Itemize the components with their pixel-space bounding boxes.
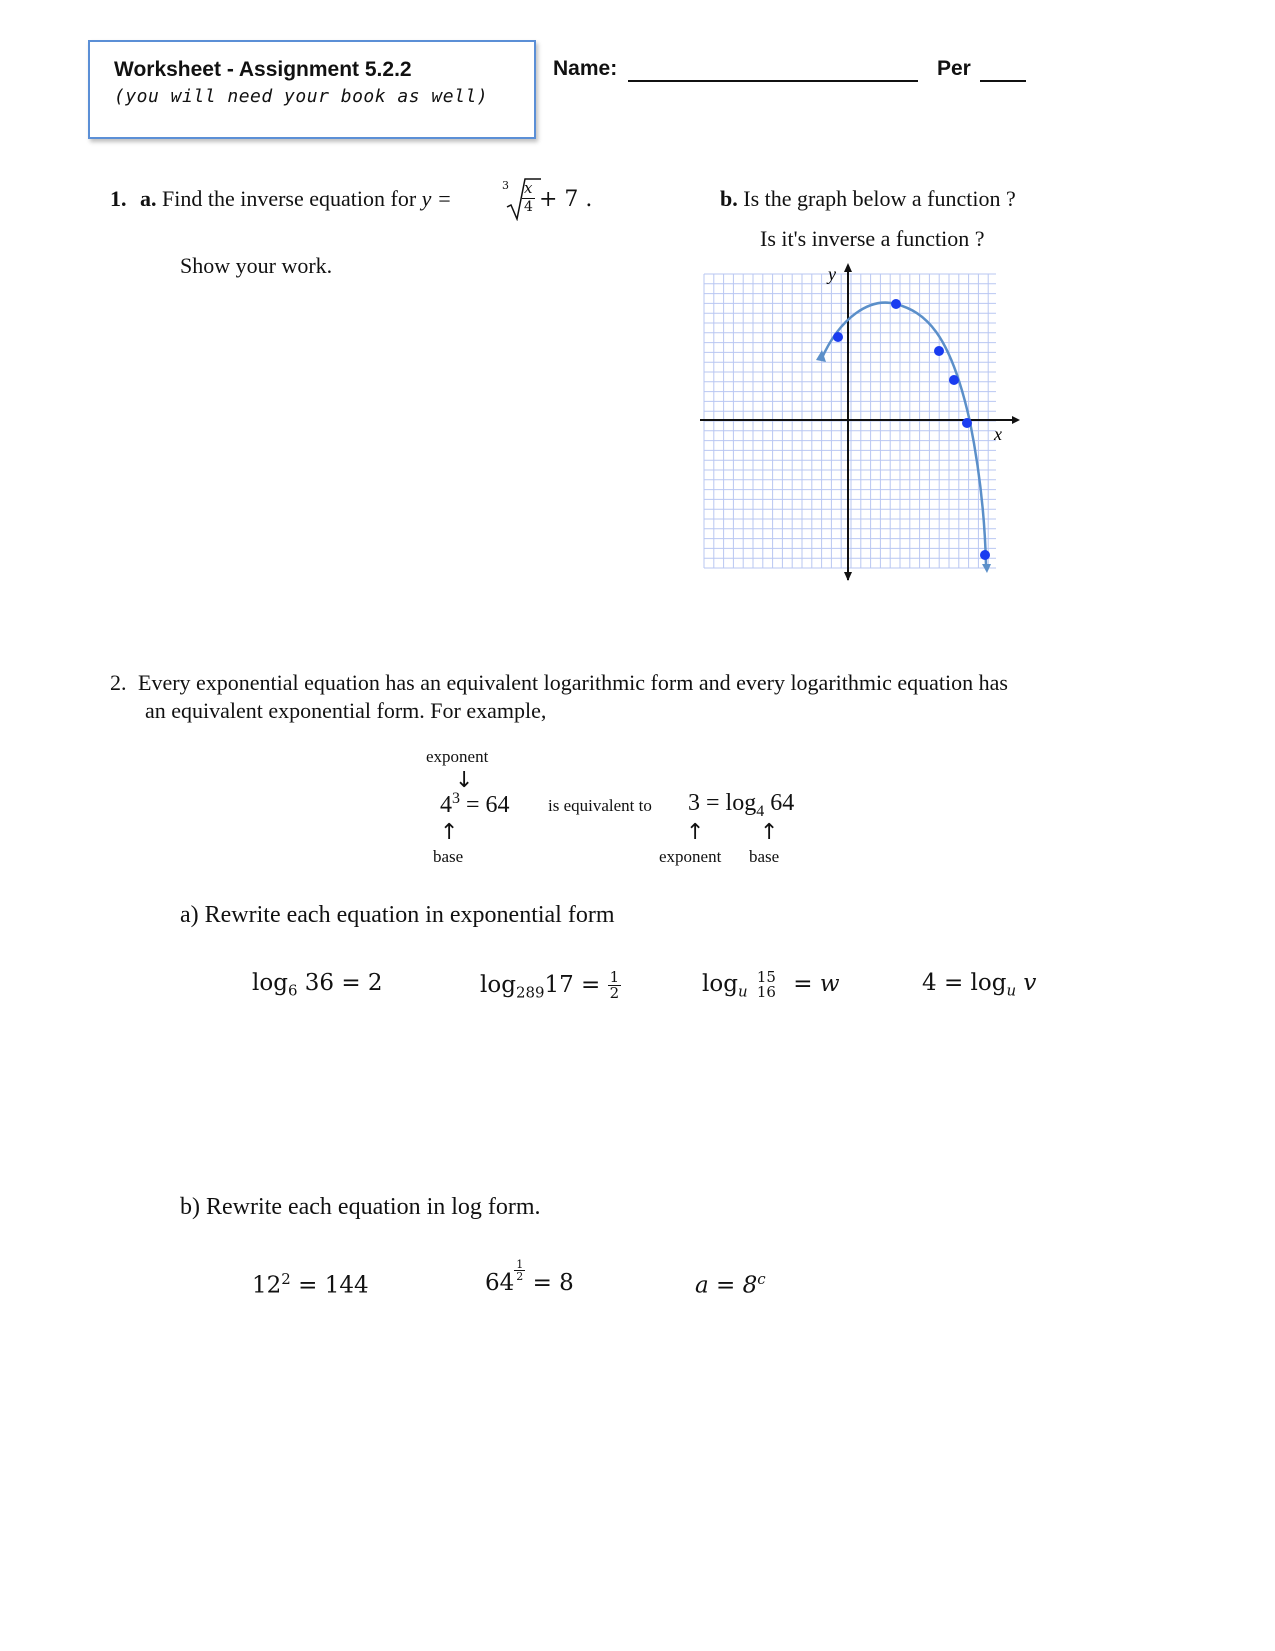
part-b-heading: b) Rewrite each equation in log form. xyxy=(180,1194,541,1220)
eq2-equals: = xyxy=(581,971,601,998)
example-equivalent-text: is equivalent to xyxy=(548,796,652,815)
q1b-question1: Is the graph below a function ? xyxy=(743,186,1016,211)
root-rest: + 7 . xyxy=(539,187,593,212)
worksheet-subtitle: (you will need your book as well) xyxy=(114,86,489,107)
part-a-eq4 xyxy=(922,970,1036,1000)
b-eq2-exp-num: 1 xyxy=(516,1257,524,1271)
example-exp-num: 3 xyxy=(452,790,460,807)
eq4-arg: v xyxy=(1023,970,1037,996)
eq4-base: u xyxy=(1006,981,1017,1000)
q1a-line xyxy=(110,186,452,212)
graph-point xyxy=(934,346,944,356)
q1a-lhs: y = xyxy=(421,186,452,211)
b-eq1-exp: 2 xyxy=(281,1270,291,1288)
per-label: Per xyxy=(937,57,971,80)
eq3-den: 16 xyxy=(756,983,776,1001)
eq2-arg: 17 xyxy=(544,971,574,998)
show-work-text: Show your work. xyxy=(180,253,333,278)
up-arrow-icon: ↑ xyxy=(760,820,779,845)
part-b-eq1 xyxy=(252,1270,369,1299)
eq3-base: u xyxy=(737,982,748,1001)
b-eq2-exp-den: 2 xyxy=(516,1269,524,1283)
example-exponent-label: exponent xyxy=(426,747,489,766)
curve-line xyxy=(821,303,986,565)
part-a-eq3 xyxy=(702,958,840,1008)
parabola-graph xyxy=(700,262,1030,594)
q2-intro-line1: Every exponential equation has an equivalent logarithmic form and every logarithmic equation has xyxy=(138,670,1008,695)
example-base-bottom-label: base xyxy=(749,847,780,866)
part-b-eq2 xyxy=(485,1258,574,1308)
example-log-equation xyxy=(688,790,794,821)
graph-point xyxy=(949,375,959,385)
q1b-label: b. xyxy=(720,186,738,211)
x-axis-label: x xyxy=(994,424,1002,444)
b-eq3-lhs: a = 8 xyxy=(695,1272,758,1299)
q1a-equation xyxy=(502,177,622,223)
example-log-base: 4 xyxy=(756,802,765,820)
graph-point xyxy=(891,299,901,309)
b-eq1-base: 12 xyxy=(252,1272,282,1299)
example-log-arg: 64 xyxy=(770,790,795,816)
eq2-log: log xyxy=(480,971,516,998)
root-index: 3 xyxy=(502,179,509,192)
eq2-fraction xyxy=(608,970,622,1001)
example-base-num: 4 xyxy=(440,792,452,818)
q1b-line1 xyxy=(720,186,1016,212)
root-numerator: x xyxy=(524,179,533,197)
down-arrow-icon: ↓ xyxy=(455,768,474,793)
up-arrow-icon: ↑ xyxy=(686,820,705,845)
eq2-num: 1 xyxy=(609,968,620,986)
b-eq3-exp: c xyxy=(757,1270,766,1288)
eq2-den: 2 xyxy=(609,984,620,1002)
b-eq1-rest: = 144 xyxy=(298,1272,369,1299)
q2-intro-line2: an equivalent exponential form. For example, xyxy=(145,698,547,723)
per-blank[interactable] xyxy=(980,80,1026,82)
x-axis-arrow-icon xyxy=(1012,416,1020,424)
eq3-log: log xyxy=(702,971,738,997)
part-a-eq2 xyxy=(480,958,621,1008)
b-eq2-base: 64 xyxy=(485,1270,515,1296)
y-axis-arrow-down-icon xyxy=(844,572,852,581)
eq1-rest: 36 = 2 xyxy=(304,970,383,996)
part-b-eq3 xyxy=(695,1270,766,1299)
graph-point xyxy=(980,550,990,560)
eq1-base: 6 xyxy=(287,981,298,1000)
worksheet-title: Worksheet - Assignment 5.2.2 xyxy=(114,58,412,81)
header-box xyxy=(88,40,536,139)
q1a-label: a. xyxy=(140,186,157,211)
q1-number: 1. xyxy=(110,186,127,211)
example-exponent-bottom-label: exponent xyxy=(659,847,722,866)
part-a-eq1 xyxy=(252,970,383,1000)
q2-line1 xyxy=(110,670,1008,696)
eq3-fraction xyxy=(755,970,778,1000)
root-denominator: 4 xyxy=(524,199,533,215)
y-axis-label: y xyxy=(828,264,836,284)
graph-point xyxy=(962,418,972,428)
q1b-question2: Is it's inverse a function ? xyxy=(760,226,985,251)
name-blank[interactable] xyxy=(628,80,918,82)
b-eq2-rest: = 8 xyxy=(532,1270,574,1296)
q2-number: 2. xyxy=(110,670,127,695)
eq2-base: 289 xyxy=(515,983,545,1002)
eq3-num: 15 xyxy=(756,968,776,986)
q1a-text: Find the inverse equation for xyxy=(162,186,417,211)
b-eq2-exp-fraction xyxy=(514,1259,525,1282)
eq3-rest: = w xyxy=(793,971,840,997)
name-label: Name: xyxy=(553,57,618,80)
example-eq-rhs: = 64 xyxy=(466,792,510,818)
part-a-heading: a) Rewrite each equation in exponential form xyxy=(180,902,615,928)
y-axis-arrow-icon xyxy=(844,263,852,272)
eq1-log: log xyxy=(252,970,288,996)
example-exp-equation xyxy=(440,790,510,819)
up-arrow-icon: ↑ xyxy=(440,820,459,845)
example-base-label: base xyxy=(433,847,464,866)
graph-point xyxy=(833,332,843,342)
example-log-lhs: 3 = log xyxy=(688,790,757,816)
eq4-lhs: 4 = log xyxy=(922,970,1007,996)
